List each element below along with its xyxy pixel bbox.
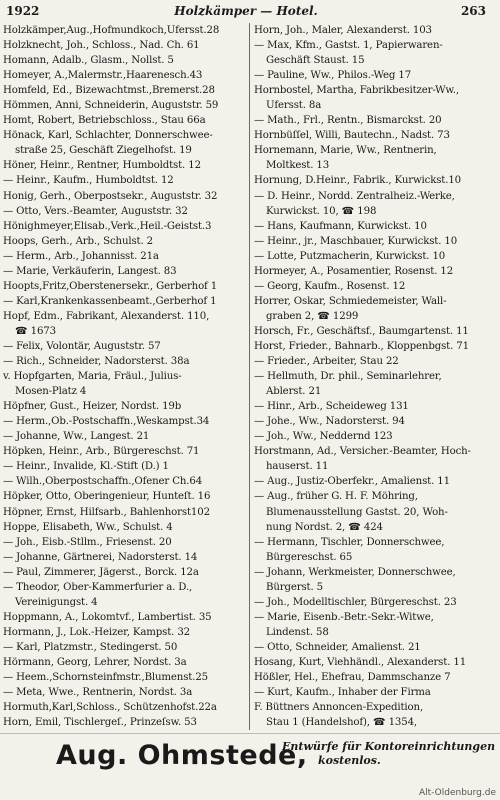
directory-entry: Höpner, Ernst, Hilfsarb., Bahlenhorst102 bbox=[3, 506, 210, 518]
directory-entry: Hönack, Karl, Schlachter, Donnerschwee- bbox=[3, 130, 213, 142]
directory-entry: — Joh., Ww., Neddernd 123 bbox=[254, 431, 393, 443]
directory-entry: Holzknecht, Joh., Schloss., Nad. Ch. 61 bbox=[3, 40, 200, 52]
directory-entry: — Herm.,Ob.-Postschaffn.,Weskampst.34 bbox=[3, 416, 210, 428]
directory-entry: — Johe., Ww., Nadorsterst. 94 bbox=[254, 416, 405, 428]
directory-entry: — Johann, Werkmeister, Donnerschwee, bbox=[254, 566, 456, 578]
directory-entry: — Marie, Eisenb.-Betr.-Sekr.-Witwe, bbox=[254, 611, 434, 623]
directory-entry: — Lotte, Putzmacherin, Kurwickst. 10 bbox=[254, 250, 446, 262]
directory-entry: Hornbostel, Martha, Fabrikbesitzer-Ww., bbox=[254, 85, 459, 97]
directory-entry: Moltkest. 13 bbox=[266, 160, 330, 172]
directory-entry: Hopf, Edm., Fabrikant, Alexanderst. 110, bbox=[3, 310, 210, 322]
directory-entry: Hornemann, Marie, Ww., Rentnerin, bbox=[254, 145, 437, 157]
directory-entry: Blumenausstellung Gastst. 20, Woh- bbox=[266, 506, 448, 518]
directory-entry: Hoopts,Fritz,Oberstenersekr., Gerberhof 1 bbox=[3, 280, 218, 292]
directory-entry: Homann, Adalb., Glasm., Nollst. 5 bbox=[3, 55, 174, 67]
advertiser-name: Aug. Ohmstede, bbox=[56, 740, 308, 771]
directory-entry: — Pauline, Ww., Philos.-Weg 17 bbox=[254, 70, 412, 82]
directory-entry: Hormuth,Karl,Schloss., Schützenhofst.22a bbox=[3, 702, 217, 714]
directory-entry: — Theodor, Ober-Kammerfurier a. D., bbox=[3, 581, 193, 593]
directory-entry: Lindenst. 58 bbox=[266, 626, 329, 638]
directory-entry: Horn, Emil, Tischlergeſ., Prinzeſsw. 53 bbox=[3, 717, 197, 729]
directory-entry: Hoops, Gerh., Arb., Schulst. 2 bbox=[3, 235, 153, 247]
directory-entry: — Joh., Modelltischler, Bürgereschst. 23 bbox=[254, 596, 457, 608]
directory-entry: v. Hopfgarten, Maria, Fräul., Julius- bbox=[3, 371, 182, 383]
directory-entry: graben 2, ☎ 1299 bbox=[266, 310, 359, 322]
directory-entry: — Otto, Schneider, Amalienst. 21 bbox=[254, 641, 421, 653]
directory-entry: Bürgereschst. 65 bbox=[266, 551, 353, 563]
directory-entry bbox=[3, 730, 245, 731]
directory-entry: — Georg, Kaufm., Rosenst. 12 bbox=[254, 280, 406, 292]
directory-entry bbox=[254, 730, 496, 731]
directory-entry: — Hellmuth, Dr. phil., Seminarlehrer, bbox=[254, 371, 442, 383]
directory-entry: Hoppmann, A., Lokomtvf., Lambertist. 35 bbox=[3, 611, 212, 623]
directory-entry: Hosang, Kurt, Viehhändl., Alexanderst. 11 bbox=[254, 656, 467, 668]
directory-entry: — Hermann, Tischler, Donnerschwee, bbox=[254, 536, 445, 548]
advertisement bbox=[0, 733, 500, 784]
page-year: 1922 bbox=[6, 4, 40, 18]
advertisement-text-line2: kostenlos. bbox=[318, 754, 381, 767]
directory-entry: straße 25, Geschäft Ziegelhofst. 19 bbox=[15, 145, 192, 157]
directory-entry: Horrer, Oskar, Schmiedemeister, Wall- bbox=[254, 295, 447, 307]
right-column bbox=[254, 23, 496, 731]
directory-entry: Hönighmeyer,Elisab.,Verk.,Heil.-Geistst.3 bbox=[3, 220, 212, 232]
directory-entry: — Johanne, Gärtnerei, Nadorsterst. 14 bbox=[3, 551, 198, 563]
directory-entry: — Aug., früher G. H. F. Möhring, bbox=[254, 491, 418, 503]
directory-entry: Höpken, Heinr., Arb., Bürgereschst. 71 bbox=[3, 446, 200, 458]
directory-entry: Hößler, Hel., Ehefrau, Dammschanze 7 bbox=[254, 672, 451, 684]
directory-entry: Hörmann, Georg, Lehrer, Nordst. 3a bbox=[3, 656, 187, 668]
directory-entry: Hoppe, Elisabeth, Ww., Schulst. 4 bbox=[3, 521, 173, 533]
directory-entry: — Frieder., Arbeiter, Stau 22 bbox=[254, 356, 399, 368]
directory-entry: Hornung, D.Heinr., Fabrik., Kurwickst.10 bbox=[254, 175, 461, 187]
directory-entry: Homeyer, A.,Malermstr.,Haarenesch.43 bbox=[3, 70, 203, 82]
directory-entry: — Math., Frl., Rentn., Bismarckst. 20 bbox=[254, 115, 442, 127]
directory-entry: — Hans, Kaufmann, Kurwickst. 10 bbox=[254, 220, 427, 232]
directory-entry: Höpfner, Gust., Heizer, Nordst. 19b bbox=[3, 401, 182, 413]
directory-entry: — Hinr., Arb., Scheideweg 131 bbox=[254, 401, 409, 413]
directory-entry: hauserst. 11 bbox=[266, 461, 329, 473]
directory-entry: — Herm., Arb., Johannisst. 21a bbox=[3, 250, 159, 262]
directory-entry: Holzkämper,Aug.,Hofmundkoch,Ufersst.28 bbox=[3, 25, 220, 36]
directory-entry: — Otto, Vers.-Beamter, Auguststr. 32 bbox=[3, 205, 188, 217]
directory-entry: Stau 1 (Handelshof), ☎ 1354, bbox=[266, 717, 418, 729]
directory-entry: ☎ 1673 bbox=[15, 325, 56, 337]
directory-entry: — Aug., Justiz-Oberfekr., Amalienst. 11 bbox=[254, 476, 450, 488]
directory-entry: — Heinr., Invalide, Kl.-Stift (D.) 1 bbox=[3, 461, 169, 473]
directory-entry: — Heinr., Kaufm., Humboldtst. 12 bbox=[3, 175, 174, 187]
directory-entry: — Johanne, Ww., Langest. 21 bbox=[3, 431, 150, 443]
directory-entry: — Felix, Volontär, Auguststr. 57 bbox=[3, 340, 161, 352]
directory-entry: Hornbüſſel, Willi, Bautechn., Nadst. 73 bbox=[254, 130, 450, 142]
directory-entry: Hormeyer, A., Posamentier, Rosenst. 12 bbox=[254, 265, 454, 277]
left-column bbox=[3, 23, 245, 731]
directory-entry: Homfeld, Ed., Bizewachtmst.,Bremerst.28 bbox=[3, 85, 215, 97]
directory-entry: F. Büttners Annoncen-Expedition, bbox=[254, 702, 424, 714]
directory-entry: Bürgerst. 5 bbox=[266, 581, 323, 593]
directory-entry: — Max, Kfm., Gastst. 1, Papierwaren- bbox=[254, 40, 443, 52]
directory-entry: nung Nordst. 2, ☎ 424 bbox=[266, 521, 383, 533]
page-header bbox=[6, 4, 486, 20]
directory-entry: — Joh., Eisb.-Stllm., Friesenst. 20 bbox=[3, 536, 172, 548]
page-title: Holzkämper — Hotel. bbox=[174, 4, 318, 18]
column-divider bbox=[249, 23, 250, 730]
directory-entry: — Kurt, Kaufm., Inhaber der Firma bbox=[254, 687, 431, 699]
directory-entry: Horstmann, Ad., Versicher.-Beamter, Hoch- bbox=[254, 446, 471, 458]
directory-entry: — Meta, Wwe., Rentnerin, Nordst. 3a bbox=[3, 687, 193, 699]
directory-entry: Höner, Heinr., Rentner, Humboldtst. 12 bbox=[3, 160, 201, 172]
directory-entry: — Heinr., jr., Maschbauer, Kurwickst. 10 bbox=[254, 235, 458, 247]
page-number: 263 bbox=[460, 4, 486, 18]
watermark: Alt-Oldenburg.de bbox=[418, 788, 496, 798]
directory-entry: — Heem.,Schornsteinfmstr.,Blumenst.25 bbox=[3, 672, 208, 684]
directory-entry: Horn, Joh., Maler, Alexanderst. 103 bbox=[254, 25, 432, 36]
directory-entry: Horst, Frieder., Bahnarb., Kloppenbgst. 71 bbox=[254, 340, 469, 352]
directory-entry: Geschäft Staust. 15 bbox=[266, 55, 365, 67]
advertisement-text-line1: Entwürfe für Kontoreinrichtungen bbox=[282, 740, 496, 753]
directory-entry: Kurwickst. 10, ☎ 198 bbox=[266, 205, 377, 217]
directory-entry: — Marie, Verkäuferin, Langest. 83 bbox=[3, 265, 177, 277]
directory-entry: — Rich., Schneider, Nadorsterst. 38a bbox=[3, 356, 190, 368]
directory-entry: Höpker, Otto, Oberingenieur, Hunteſt. 16 bbox=[3, 491, 211, 503]
directory-entry: Hormann, J., Lok.-Heizer, Kampst. 32 bbox=[3, 626, 191, 638]
directory-entry: Honig, Gerh., Oberpostsekr., Auguststr. 32 bbox=[3, 190, 218, 202]
directory-entry: Hömmen, Anni, Schneiderin, Auguststr. 59 bbox=[3, 100, 219, 112]
directory-entry: — Wilh.,Oberpostschaffn.,Ofener Ch.64 bbox=[3, 476, 203, 488]
directory-entry: — Paul, Zimmerer, Jägerst., Borck. 12a bbox=[3, 566, 199, 578]
directory-entry: Homt, Robert, Betriebschloss., Stau 66a bbox=[3, 115, 206, 127]
directory-entry: — D. Heinr., Nordd. Zentralheiz.-Werke, bbox=[254, 190, 455, 202]
directory-entry: — Karl, Platzmstr., Stedingerst. 50 bbox=[3, 641, 178, 653]
directory-entry: Ufersst. 8a bbox=[266, 100, 322, 112]
directory-entry: Mosen-Platz 4 bbox=[15, 386, 87, 398]
directory-entry: Ablerst. 21 bbox=[266, 386, 322, 398]
directory-entry: — Karl,Krankenkassenbeamt.,Gerberhof 1 bbox=[3, 295, 217, 307]
directory-entry: Horsch, Fr., Geschäftsf., Baumgartenst. 11 bbox=[254, 325, 469, 337]
directory-entry: Vereinigungst. 4 bbox=[15, 596, 98, 608]
